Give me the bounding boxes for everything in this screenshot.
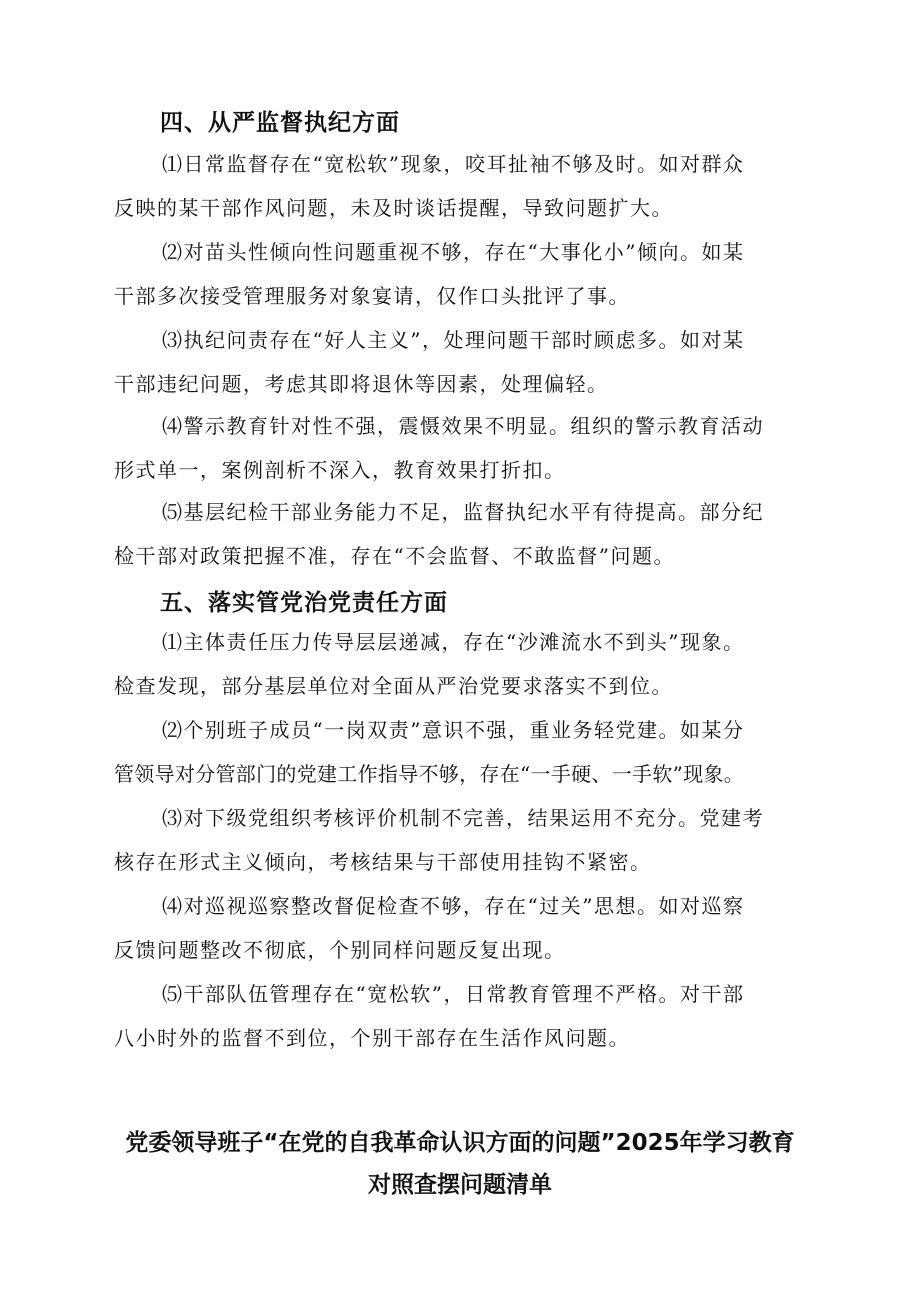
item-line: 干部多次接受管理服务对象宴请，仅作口头批评了事。 — [114, 284, 630, 308]
item-line: 反馈问题整改不彻底，个别同样问题反复出现。 — [114, 938, 566, 962]
item-line: 反映的某干部作风问题，未及时谈话提醒，导致问题扩大。 — [114, 196, 673, 220]
item-line: ⑶执纪问责存在“好人主义”，处理问题干部时顾虑多。如对某 — [162, 328, 745, 352]
item-line: ⑴日常监督存在“宽松软”现象，咬耳扯袖不够及时。如对群众 — [162, 152, 745, 176]
item-line: 管领导对分管部门的党建工作指导不够，存在“一手硬、一手软”现象。 — [114, 762, 745, 786]
section-5-item-5 — [114, 972, 834, 1060]
item-line: ⑷对巡视巡察整改督促检查不够，存在“过关”思想。如对巡察 — [162, 894, 745, 918]
section-5-item-4 — [114, 884, 834, 972]
document-title-line-2: 对照查摆问题清单 — [368, 1172, 552, 1198]
item-line: 形式单一，案例剖析不深入，教育效果打折扣。 — [114, 458, 566, 482]
item-line: ⑴主体责任压力传导层层递减，存在“沙滩流水不到头”现象。 — [162, 630, 745, 654]
section-4-item-4 — [114, 404, 834, 492]
item-line: ⑸干部队伍管理存在“宽松软”，日常教育管理不严格。对干部 — [162, 982, 745, 1006]
item-line: ⑸基层纪检干部业务能力不足，监督执纪水平有待提高。部分纪 — [162, 500, 764, 524]
section-4-item-3 — [114, 318, 834, 406]
section-5-item-3 — [114, 796, 834, 884]
item-line: ⑶对下级党组织考核评价机制不完善，结果运用不充分。党建考 — [162, 806, 764, 830]
section-4-heading: 四、从严监督执纪方面 — [160, 110, 400, 136]
item-line: 八小时外的监督不到位，个别干部存在生活作风问题。 — [114, 1026, 630, 1050]
section-4-item-2 — [114, 230, 834, 318]
section-5-item-1 — [114, 620, 834, 708]
section-4-item-1 — [114, 142, 834, 230]
item-line: ⑵对苗头性倾向性问题重视不够，存在“大事化小”倾向。如某 — [162, 240, 745, 264]
document-title-line-1: 党委领导班子“在党的自我革命认识方面的问题”2025年学习教育 — [125, 1130, 795, 1156]
item-line: 检干部对政策把握不准，存在“不会监督、不敢监督”问题。 — [114, 544, 675, 568]
section-5-heading: 五、落实管党治党责任方面 — [160, 590, 448, 616]
item-line: ⑷警示教育针对性不强，震慑效果不明显。组织的警示教育活动 — [162, 414, 764, 438]
section-4-item-5 — [114, 490, 834, 578]
section-5-item-2 — [114, 708, 834, 796]
item-line: 核存在形式主义倾向，考核结果与干部使用挂钩不紧密。 — [114, 850, 652, 874]
item-line: 检查发现，部分基层单位对全面从严治党要求落实不到位。 — [114, 674, 673, 698]
item-line: ⑵个别班子成员“一岗双责”意识不强，重业务轻党建。如某分 — [162, 718, 745, 742]
item-line: 干部违纪问题，考虑其即将退休等因素，处理偏轻。 — [114, 372, 609, 396]
